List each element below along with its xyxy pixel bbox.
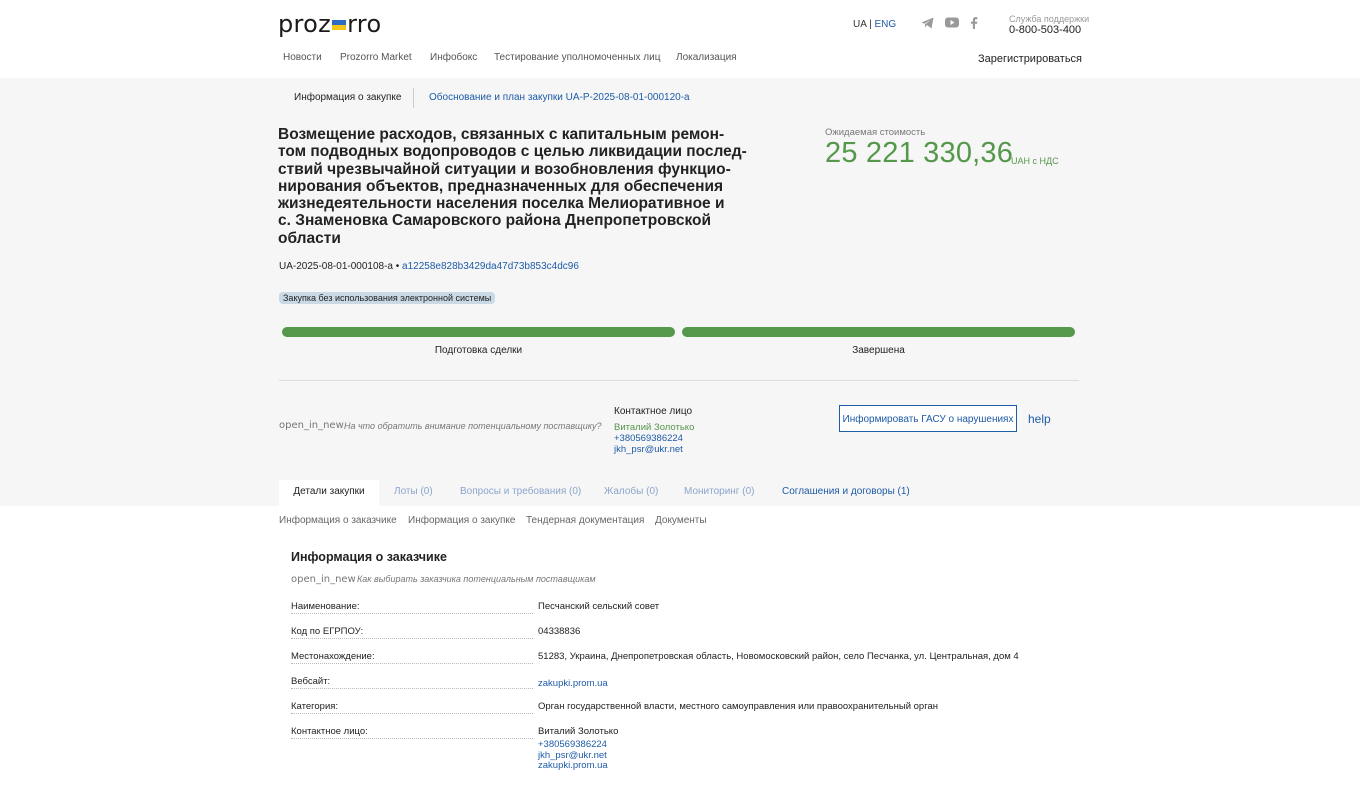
row-value-website-link[interactable]: zakupki.prom.ua	[538, 678, 608, 689]
row-value-edrpou: 04338836	[538, 626, 581, 637]
lang-eng-link[interactable]: ENG	[874, 19, 897, 30]
site-header	[0, 0, 1360, 78]
tender-ids	[279, 261, 579, 272]
progress-bar-complete	[682, 327, 1075, 337]
tab-monitoring[interactable]: Мониторинг (0)	[684, 486, 755, 497]
row-label-name: Наименование:	[291, 601, 533, 614]
tender-title-line: том подводных водопроводов с целью ликвидации послед-	[278, 143, 747, 161]
row-value-location: 51283, Украина, Днепропетровская область, Новомосковский район, село Песчанка, ул. Центральная, дом 4	[538, 651, 1019, 662]
tender-title-line: области	[278, 229, 341, 247]
nav-localization[interactable]: Локализация	[676, 52, 737, 63]
tender-id: UA-2025-08-01-000108-a	[279, 261, 393, 272]
row-label-website: Вебсайт:	[291, 676, 533, 689]
row-label-category: Категория:	[291, 701, 533, 714]
youtube-icon[interactable]	[945, 17, 959, 31]
row-value-contact-site[interactable]: zakupki.prom.ua	[538, 760, 608, 771]
contact-phone-link[interactable]: +380569386224	[614, 433, 683, 444]
tender-title-line: жизнедеятельности населения поселка Мелиоративное и	[278, 195, 725, 213]
row-value-name: Песчанский сельский совет	[538, 601, 660, 612]
support-phone[interactable]: 0-800-503-400	[1009, 24, 1082, 36]
tab-lots[interactable]: Лоты (0)	[394, 486, 433, 497]
section-nav-tender[interactable]: Информация о закупке	[408, 515, 516, 526]
row-value-contact-phone[interactable]: +380569386224	[538, 739, 607, 750]
nav-news[interactable]: Новости	[283, 52, 322, 63]
row-value-contact-email[interactable]: jkh_psr@ukr.net	[538, 750, 607, 761]
tab-agreements[interactable]: Соглашения и договоры (1)	[782, 486, 910, 497]
open-in-new-icon[interactable]: open_in_new	[291, 574, 356, 585]
nav-infobox[interactable]: Инфобокс	[430, 52, 478, 63]
prozorro-logo[interactable]: proz rro	[278, 10, 382, 38]
report-gasu-button[interactable]: Информировать ГАСУ о нарушениях	[839, 405, 1017, 432]
facebook-icon[interactable]	[967, 17, 981, 31]
expected-value-label: Ожидаемая стоимость	[825, 127, 926, 138]
nav-prozorro-market[interactable]: Prozorro Market	[340, 52, 412, 63]
contact-name: Виталий Золотько	[614, 422, 695, 433]
register-link[interactable]: Зарегистрироваться	[978, 53, 1083, 65]
progress-bar-preparation	[282, 327, 675, 337]
contact-title: Контактное лицо	[614, 406, 693, 417]
row-label-location: Местонахождение:	[291, 651, 533, 664]
section-divider	[279, 380, 1079, 381]
stage-label-preparation: Подготовка сделки	[434, 345, 523, 356]
tab-details[interactable]: Детали закупки	[279, 480, 379, 506]
id-bullet: •	[395, 261, 400, 272]
procurement-type-badge: Закупка без использования электронной системы	[279, 292, 495, 304]
nav-testing[interactable]: Тестирование уполномоченных лиц	[494, 52, 661, 63]
row-label-contact: Контактное лицо:	[291, 726, 533, 739]
section-nav-documentation[interactable]: Тендерная документация	[526, 515, 645, 526]
subtab-tender-info[interactable]: Информация о закупке	[294, 92, 402, 103]
subtab-divider	[413, 88, 414, 108]
open-in-new-icon[interactable]: open_in_new	[279, 420, 344, 431]
tender-title-line: Возмещение расходов, связанных с капитальным ремон-	[278, 126, 725, 143]
customer-section-title: Информация о заказчике	[291, 550, 447, 564]
lang-ua-link[interactable]: UA	[853, 19, 867, 30]
telegram-icon[interactable]	[920, 17, 934, 31]
support-label: Служба поддержки	[1009, 14, 1090, 24]
contact-email-link[interactable]: jkh_psr@ukr.net	[614, 444, 683, 455]
lang-separator: |	[869, 19, 872, 30]
expected-value-currency: UAH с НДС	[1011, 156, 1059, 166]
row-value-category: Орган государственной власти, местного самоуправления или правоохранительный орган	[538, 701, 938, 712]
section-nav-documents[interactable]: Документы	[655, 515, 707, 526]
supplier-hint-link[interactable]: На что обратить внимание потенциальному поставщику?	[344, 421, 602, 431]
tender-hash-link[interactable]: a12258e828b3429da47d73b853c4dc96	[402, 261, 579, 272]
row-label-edrpou: Код по ЕГРПОУ:	[291, 626, 533, 639]
tender-title	[278, 126, 768, 247]
subtab-plan-link[interactable]: Обоснование и план закупки UA-P-2025-08-01-000120-a	[429, 92, 690, 103]
tab-questions[interactable]: Вопросы и требования (0)	[460, 486, 582, 497]
tender-title-line: с. Знаменовка Самаровского района Днепропетровской	[278, 212, 712, 230]
customer-hint-link[interactable]: Как выбирать заказчика потенциальным поставщикам	[357, 574, 596, 584]
row-value-contact-name: Виталий Золотько	[538, 726, 619, 737]
expected-value-amount: 25 221 330,36	[825, 137, 1014, 169]
help-link[interactable]: help	[1028, 412, 1051, 426]
language-switcher	[853, 19, 896, 30]
stage-label-complete: Завершена	[852, 345, 905, 356]
tender-title-line: нирования объектов, предназначенных для обеспечения	[278, 177, 724, 195]
tender-title-line: ствий чрезвычайной ситуации и возобновления функцио-	[278, 160, 731, 178]
tab-complaints[interactable]: Жалобы (0)	[604, 486, 659, 497]
logo-flag-icon	[332, 16, 346, 34]
section-nav-customer[interactable]: Информация о заказчике	[279, 515, 397, 526]
